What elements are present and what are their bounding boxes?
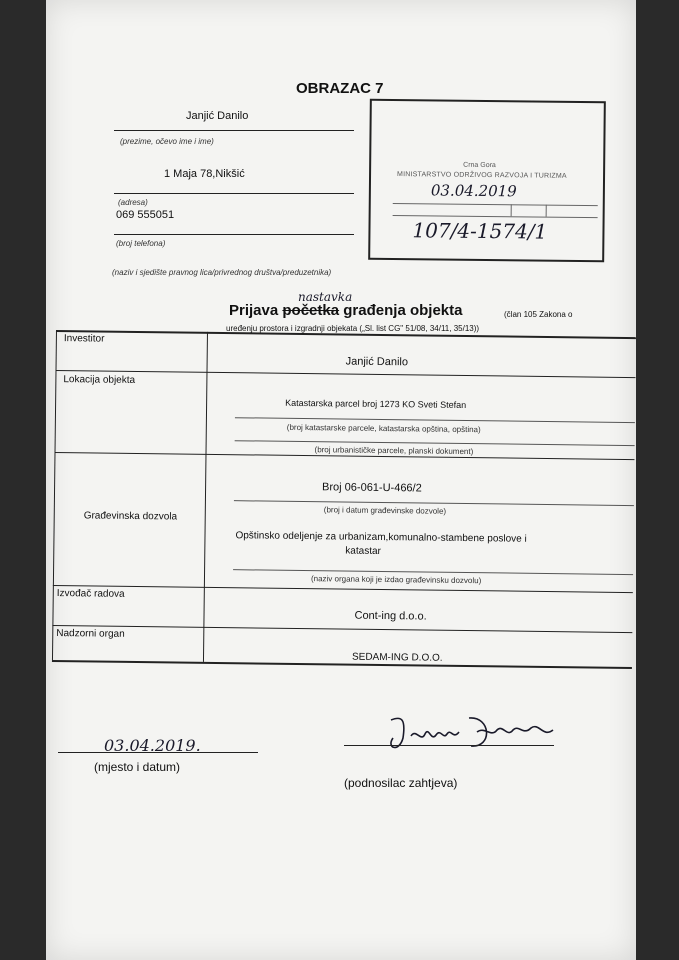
- stamp-line-1: Crna Gora: [463, 161, 496, 170]
- heading-prefix: Prijava: [229, 302, 279, 319]
- investor-label: Investitor: [63, 333, 105, 345]
- field-line: [233, 569, 633, 575]
- contractor-value: Cont-ing d.o.o.: [354, 609, 427, 623]
- field-line: [235, 440, 635, 446]
- stamp-row-line: [393, 203, 598, 206]
- document-page: [46, 0, 636, 960]
- form-title: OBRAZAC 7: [296, 80, 384, 97]
- investor-value: Janjić Danilo: [345, 355, 409, 369]
- address-line: [114, 193, 354, 194]
- location-caption-2: (broj urbanističke parcele, planski dokument): [314, 445, 474, 457]
- name-line: [114, 130, 354, 131]
- row-line: [52, 625, 632, 633]
- permit-issuer-line-2: katastar: [345, 545, 381, 557]
- applicant-phone: 069 555051: [116, 209, 175, 221]
- stamp-date: 03.04.2019: [430, 181, 517, 201]
- col-line: [203, 332, 208, 662]
- contractor-label: Izvođač radova: [56, 588, 125, 600]
- stamp-divider-1: [511, 204, 512, 216]
- receipt-stamp: [368, 99, 606, 262]
- location-label: Lokacija objekta: [63, 374, 136, 386]
- permit-issuer-line-1: Opštinsko odeljenje za urbanizam,komunalno-stambene poslove i: [235, 530, 527, 545]
- applicant-name: Janjić Danilo: [186, 110, 249, 122]
- form-heading: [229, 302, 462, 319]
- signature-scribble: [381, 708, 571, 758]
- stamp-line-2: MINISTARSTVO ODRŽIVOG RAZVOJA I TURIZMA: [397, 171, 567, 180]
- date-line: [58, 752, 258, 753]
- address-caption: (adresa): [118, 198, 148, 207]
- permit-caption: (broj i datum građevinske dozvole): [323, 505, 447, 516]
- phone-line: [114, 234, 354, 235]
- permit-issuer-caption: (naziv organa koji je izdao građevinsku dozvolu): [310, 574, 482, 586]
- name-caption: (prezime, očevo ime i ime): [120, 137, 214, 146]
- signature-line: [344, 745, 554, 746]
- location-value: Katastarska parcel broj 1273 KO Sveti Stefan: [285, 397, 467, 411]
- row-line: [55, 370, 635, 378]
- row-line: [52, 660, 632, 669]
- details-table: [52, 330, 634, 697]
- col-line: [52, 330, 57, 660]
- struck-word: početka: [282, 302, 340, 319]
- date-caption: (mjesto i datum): [94, 760, 181, 774]
- legal-entity-caption: (naziv i sjedište pravnog lica/privrednog društva/preduzetnika): [112, 268, 332, 277]
- legal-reference-2: uređenju prostora i izgradnji objekata („Sl. list CG" 51/08, 34/11, 35/13)): [226, 324, 480, 333]
- permit-number: Broj 06-061-U-466/2: [322, 481, 422, 495]
- phone-caption: (broj telefona): [116, 239, 166, 248]
- supervisor-value: SEDAM-ING D.O.O.: [351, 651, 443, 664]
- supervisor-label: Nadzorni organ: [56, 628, 125, 640]
- stamp-divider-2: [546, 205, 547, 217]
- permit-label: Građevinska dozvola: [83, 510, 178, 523]
- row-line: [53, 585, 633, 593]
- signature-caption: (podnosilac zahtjeva): [344, 776, 458, 790]
- heading-rest: građenja objekta: [343, 302, 463, 319]
- stamp-number: 107/4-1574/1: [412, 218, 548, 244]
- legal-reference-1: (član 105 Zakona o: [504, 310, 573, 319]
- date-handwritten: 03.04.2019.: [104, 736, 201, 755]
- location-caption-1: (broj katastarske parcele, katastarska opština, opština): [286, 422, 481, 435]
- field-line: [234, 500, 634, 506]
- inserted-word: nastavka: [298, 290, 353, 304]
- applicant-address: 1 Maja 78,Nikšić: [164, 168, 245, 180]
